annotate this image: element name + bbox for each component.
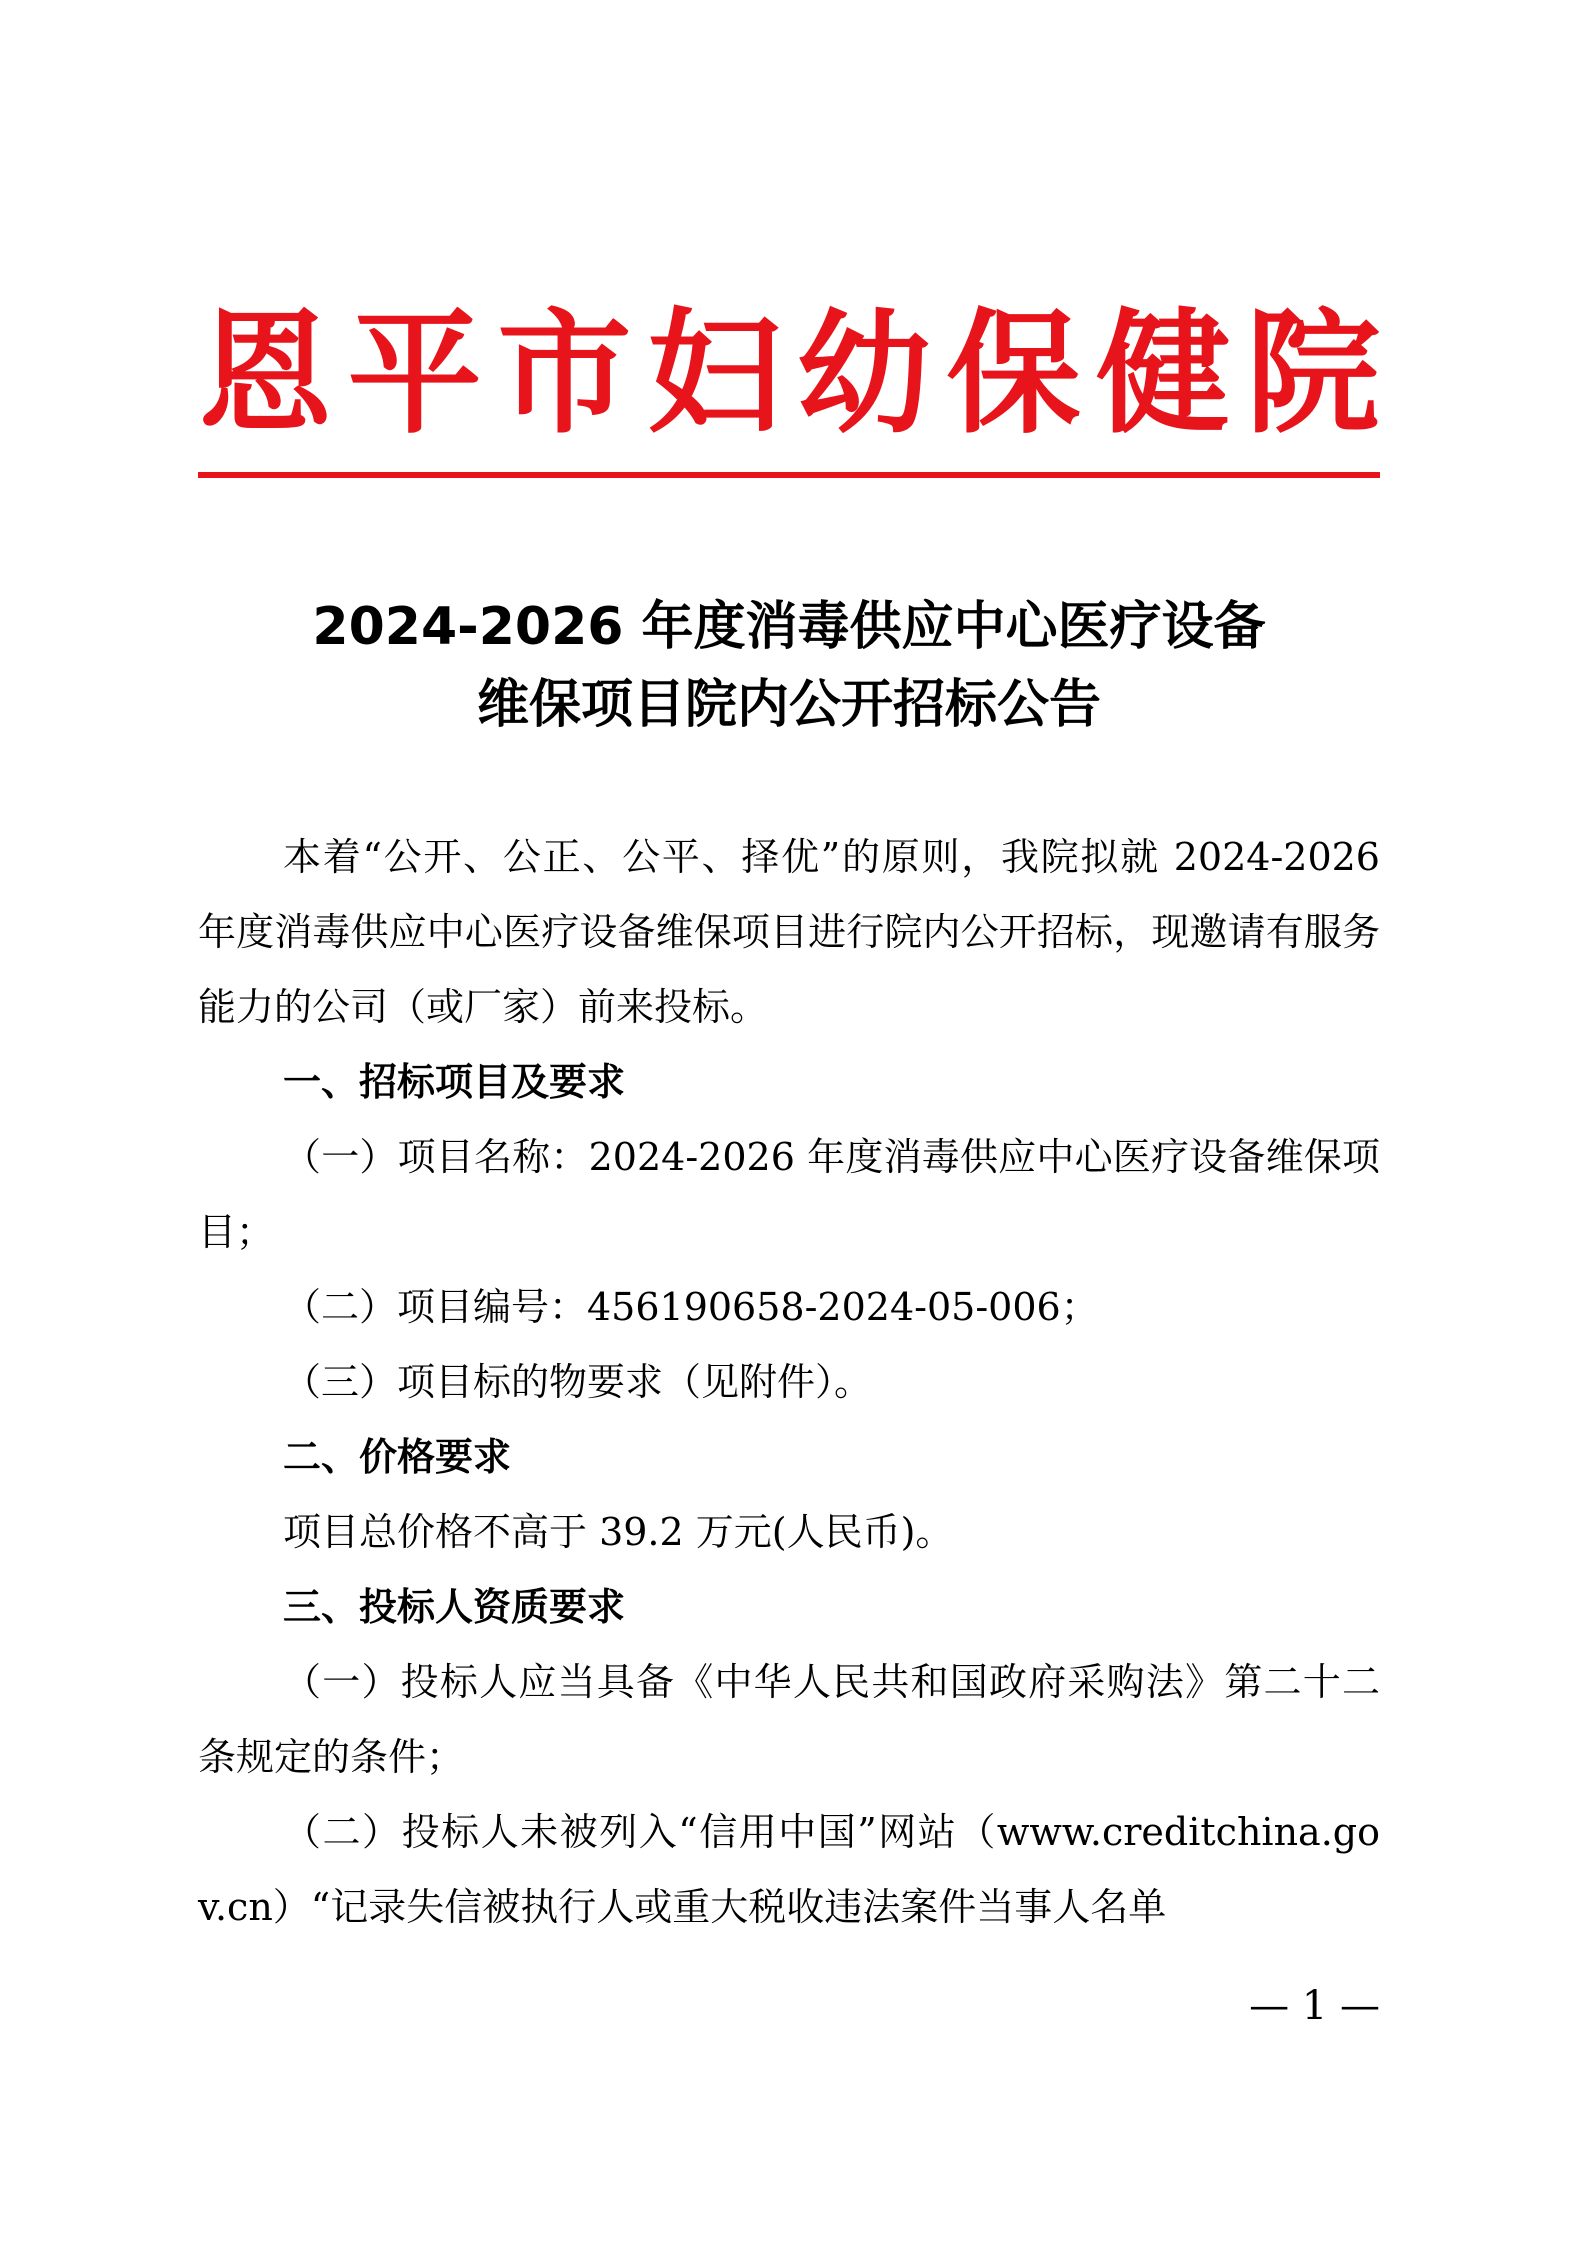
section-heading-2: 二、价格要求 xyxy=(283,1435,512,1479)
intro-paragraph: 本着“公开、公正、公平、择优”的原则，我院拟就 2024-2026 年度消毒供应中心医疗设备维保项目进行院内公开招标，现邀请有服务能力的公司（或厂家）前来投标。 xyxy=(198,835,1380,1029)
section-1-item-3: （三）项目标的物要求（见附件）。 xyxy=(283,1360,873,1404)
section-3-item-2: （二）投标人未被列入“信用中国”网站（www.creditchina.gov.cn）“记录失信被执行人或重大税收违法案件当事人名单 xyxy=(198,1810,1380,1929)
section-2-text: 项目总价格不高于 39.2 万元(人民币)。 xyxy=(283,1510,954,1554)
section-heading-3: 三、投标人资质要求 xyxy=(283,1585,626,1629)
masthead-organization-name: 恩平市妇幼保健院 xyxy=(198,294,1380,452)
page-number: — 1 — xyxy=(1249,1983,1380,2029)
document-body xyxy=(198,820,1380,1945)
document-title-line-2: 维保项目院内公开招标公告 xyxy=(476,675,1101,735)
section-1-item-1: （一）项目名称：2024-2026 年度消毒供应中心医疗设备维保项目； xyxy=(198,1135,1380,1254)
document-title xyxy=(198,588,1380,744)
masthead-red-rule xyxy=(198,472,1380,478)
section-heading-1: 一、招标项目及要求 xyxy=(283,1060,626,1104)
section-3-item-1: （一）投标人应当具备《中华人民共和国政府采购法》第二十二条规定的条件； xyxy=(198,1660,1380,1779)
document-title-line-1: 2024-2026 年度消毒供应中心医疗设备 xyxy=(312,597,1266,657)
section-1-item-2: （二）项目编号：456190658-2024-05-006； xyxy=(283,1285,1099,1329)
